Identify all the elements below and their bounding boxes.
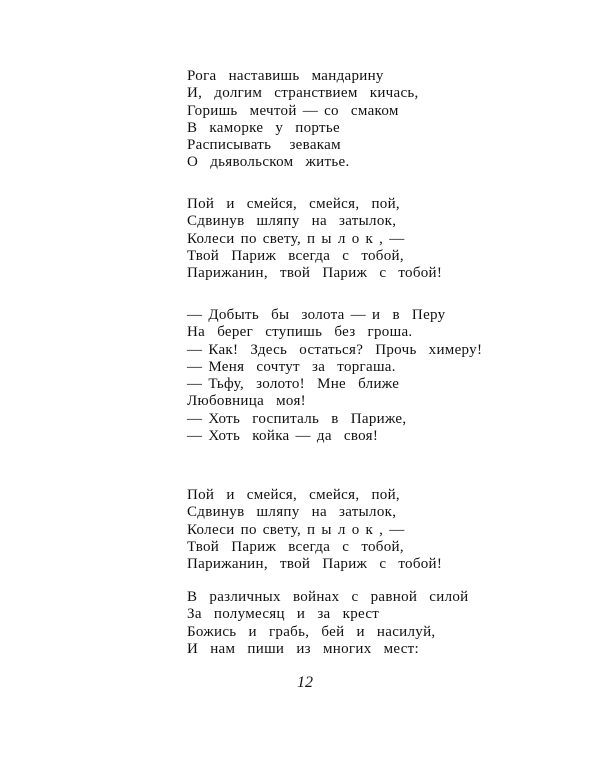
- verse-line: Пой и смейся, смейся, пой,: [187, 196, 400, 212]
- verse-line: — Хоть госпиталь в Париже,: [187, 410, 407, 427]
- stanza-4-refrain: [187, 487, 442, 573]
- stanza-2-refrain: [187, 196, 442, 282]
- verse-line: Твой Париж всегда с тобой,: [187, 538, 404, 555]
- verse-line: За полумесяц и за крест: [187, 606, 380, 623]
- verse-line: В каморке у портье: [187, 119, 340, 136]
- verse-line: Рога наставишь мандарину: [187, 68, 384, 84]
- verse-line: Сдвинув шляпу на затылок,: [187, 213, 397, 230]
- verse-line: Божись и грабь, бей и насилуй,: [187, 623, 436, 640]
- verse-line: Пой и смейся, смейся, пой,: [187, 487, 400, 503]
- verse-line: — Как! Здесь остаться? Прочь химеру!: [187, 341, 483, 358]
- verse-line: — Хоть койка — да своя!: [187, 428, 379, 445]
- verse-line: — Меня сочтут за торгаша.: [187, 358, 396, 375]
- stanza-3: [187, 307, 482, 445]
- stanza-5: [187, 589, 469, 658]
- verse-line: В различных войнах с равной силой: [187, 589, 469, 605]
- verse-line: Колеси по свету, п ы л о к , —: [187, 521, 405, 538]
- stanza-1: [187, 68, 419, 172]
- page-number: 12: [297, 674, 313, 691]
- verse-line: Твой Париж всегда с тобой,: [187, 247, 404, 264]
- verse-line: И нам пиши из многих мест:: [187, 640, 419, 657]
- verse-line: Любовница моя!: [187, 393, 306, 410]
- verse-line: — Добыть бы золота — и в Перу: [187, 307, 446, 323]
- verse-line: Парижанин, твой Париж с тобой!: [187, 556, 443, 573]
- verse-line: Расписывать зевакам: [187, 137, 341, 154]
- verse-line: Парижанин, твой Париж с тобой!: [187, 265, 443, 282]
- verse-line: Сдвинув шляпу на затылок,: [187, 504, 397, 521]
- verse-line: — Тьфу, золото! Мне ближе: [187, 376, 400, 393]
- verse-line: На берег ступишь без гроша.: [187, 324, 413, 341]
- verse-line: Колеси по свету, п ы л о к , —: [187, 230, 405, 247]
- verse-line: О дьявольском житье.: [187, 154, 350, 171]
- verse-line: Горишь мечтой — со смаком: [187, 102, 399, 119]
- verse-line: И, долгим странствием кичась,: [187, 85, 419, 102]
